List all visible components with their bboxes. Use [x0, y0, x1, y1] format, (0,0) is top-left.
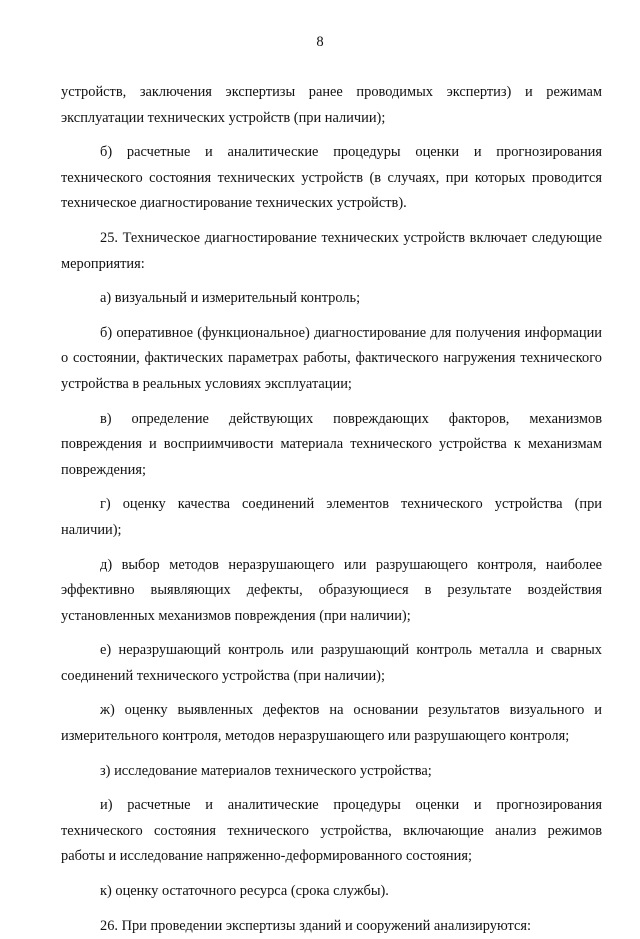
paragraph-item-e: е) неразрушающий контроль или разрушающий контроль металла и сварных соединений технического устройства (при наличии); [61, 642, 602, 684]
paragraph-item-i: и) расчетные и аналитические процедуры оценки и прогнозирования технического состояния технического устройства, включающие анализ режимов работы и исследование напряженно-деформированного состояния; [61, 797, 602, 865]
paragraph-continuation: устройств, заключения экспертизы ранее проводимых экспертиз) и режимам эксплуатации технических устройств (при наличии); [61, 84, 602, 126]
document-body [61, 80, 602, 939]
paragraph-item-zh: ж) оценку выявленных дефектов на основании результатов визуального и измерительного контроля, методов неразрушающего или разрушающего контроля; [61, 702, 602, 745]
paragraph-item-b: б) расчетные и аналитические процедуры оценки и прогнозирования технического состояния технических устройств (в случаях, при которых проводится техническое диагностирование технических устройств). [61, 144, 602, 212]
paragraph-clause-25: 25. Техническое диагностирование технических устройств включает следующие мероприятия: [61, 229, 602, 272]
paragraph-item-v: в) определение действующих повреждающих факторов, механизмов повреждения и восприимчивости материала технического устройства к механизмам повреждения; [61, 410, 602, 478]
paragraph-clause-26: 26. При проведении экспертизы зданий и сооружений анализируются: [100, 917, 531, 934]
paragraph-item-d: д) выбор методов неразрушающего или разрушающего контроля, наиболее эффективно выявляющих дефекты, образующиеся в результате воздействия установленных механизмов повреждения (при наличии); [61, 556, 602, 624]
page-number: 8 [316, 34, 324, 50]
paragraph-item-g: г) оценку качества соединений элементов технического устройства (при наличии); [61, 496, 602, 538]
paragraph-item-a: а) визуальный и измерительный контроль; [100, 290, 361, 307]
paragraph-item-z: з) исследование материалов технического устройства; [100, 762, 432, 779]
paragraph-item-b-operational: б) оперативное (функциональное) диагностирование для получения информации о состоянии, фактических параметрах работы, фактического нагружения технического устройства в реальных условиях эксплуатации; [61, 324, 602, 392]
paragraph-item-k: к) оценку остаточного ресурса (срока службы). [100, 883, 389, 900]
